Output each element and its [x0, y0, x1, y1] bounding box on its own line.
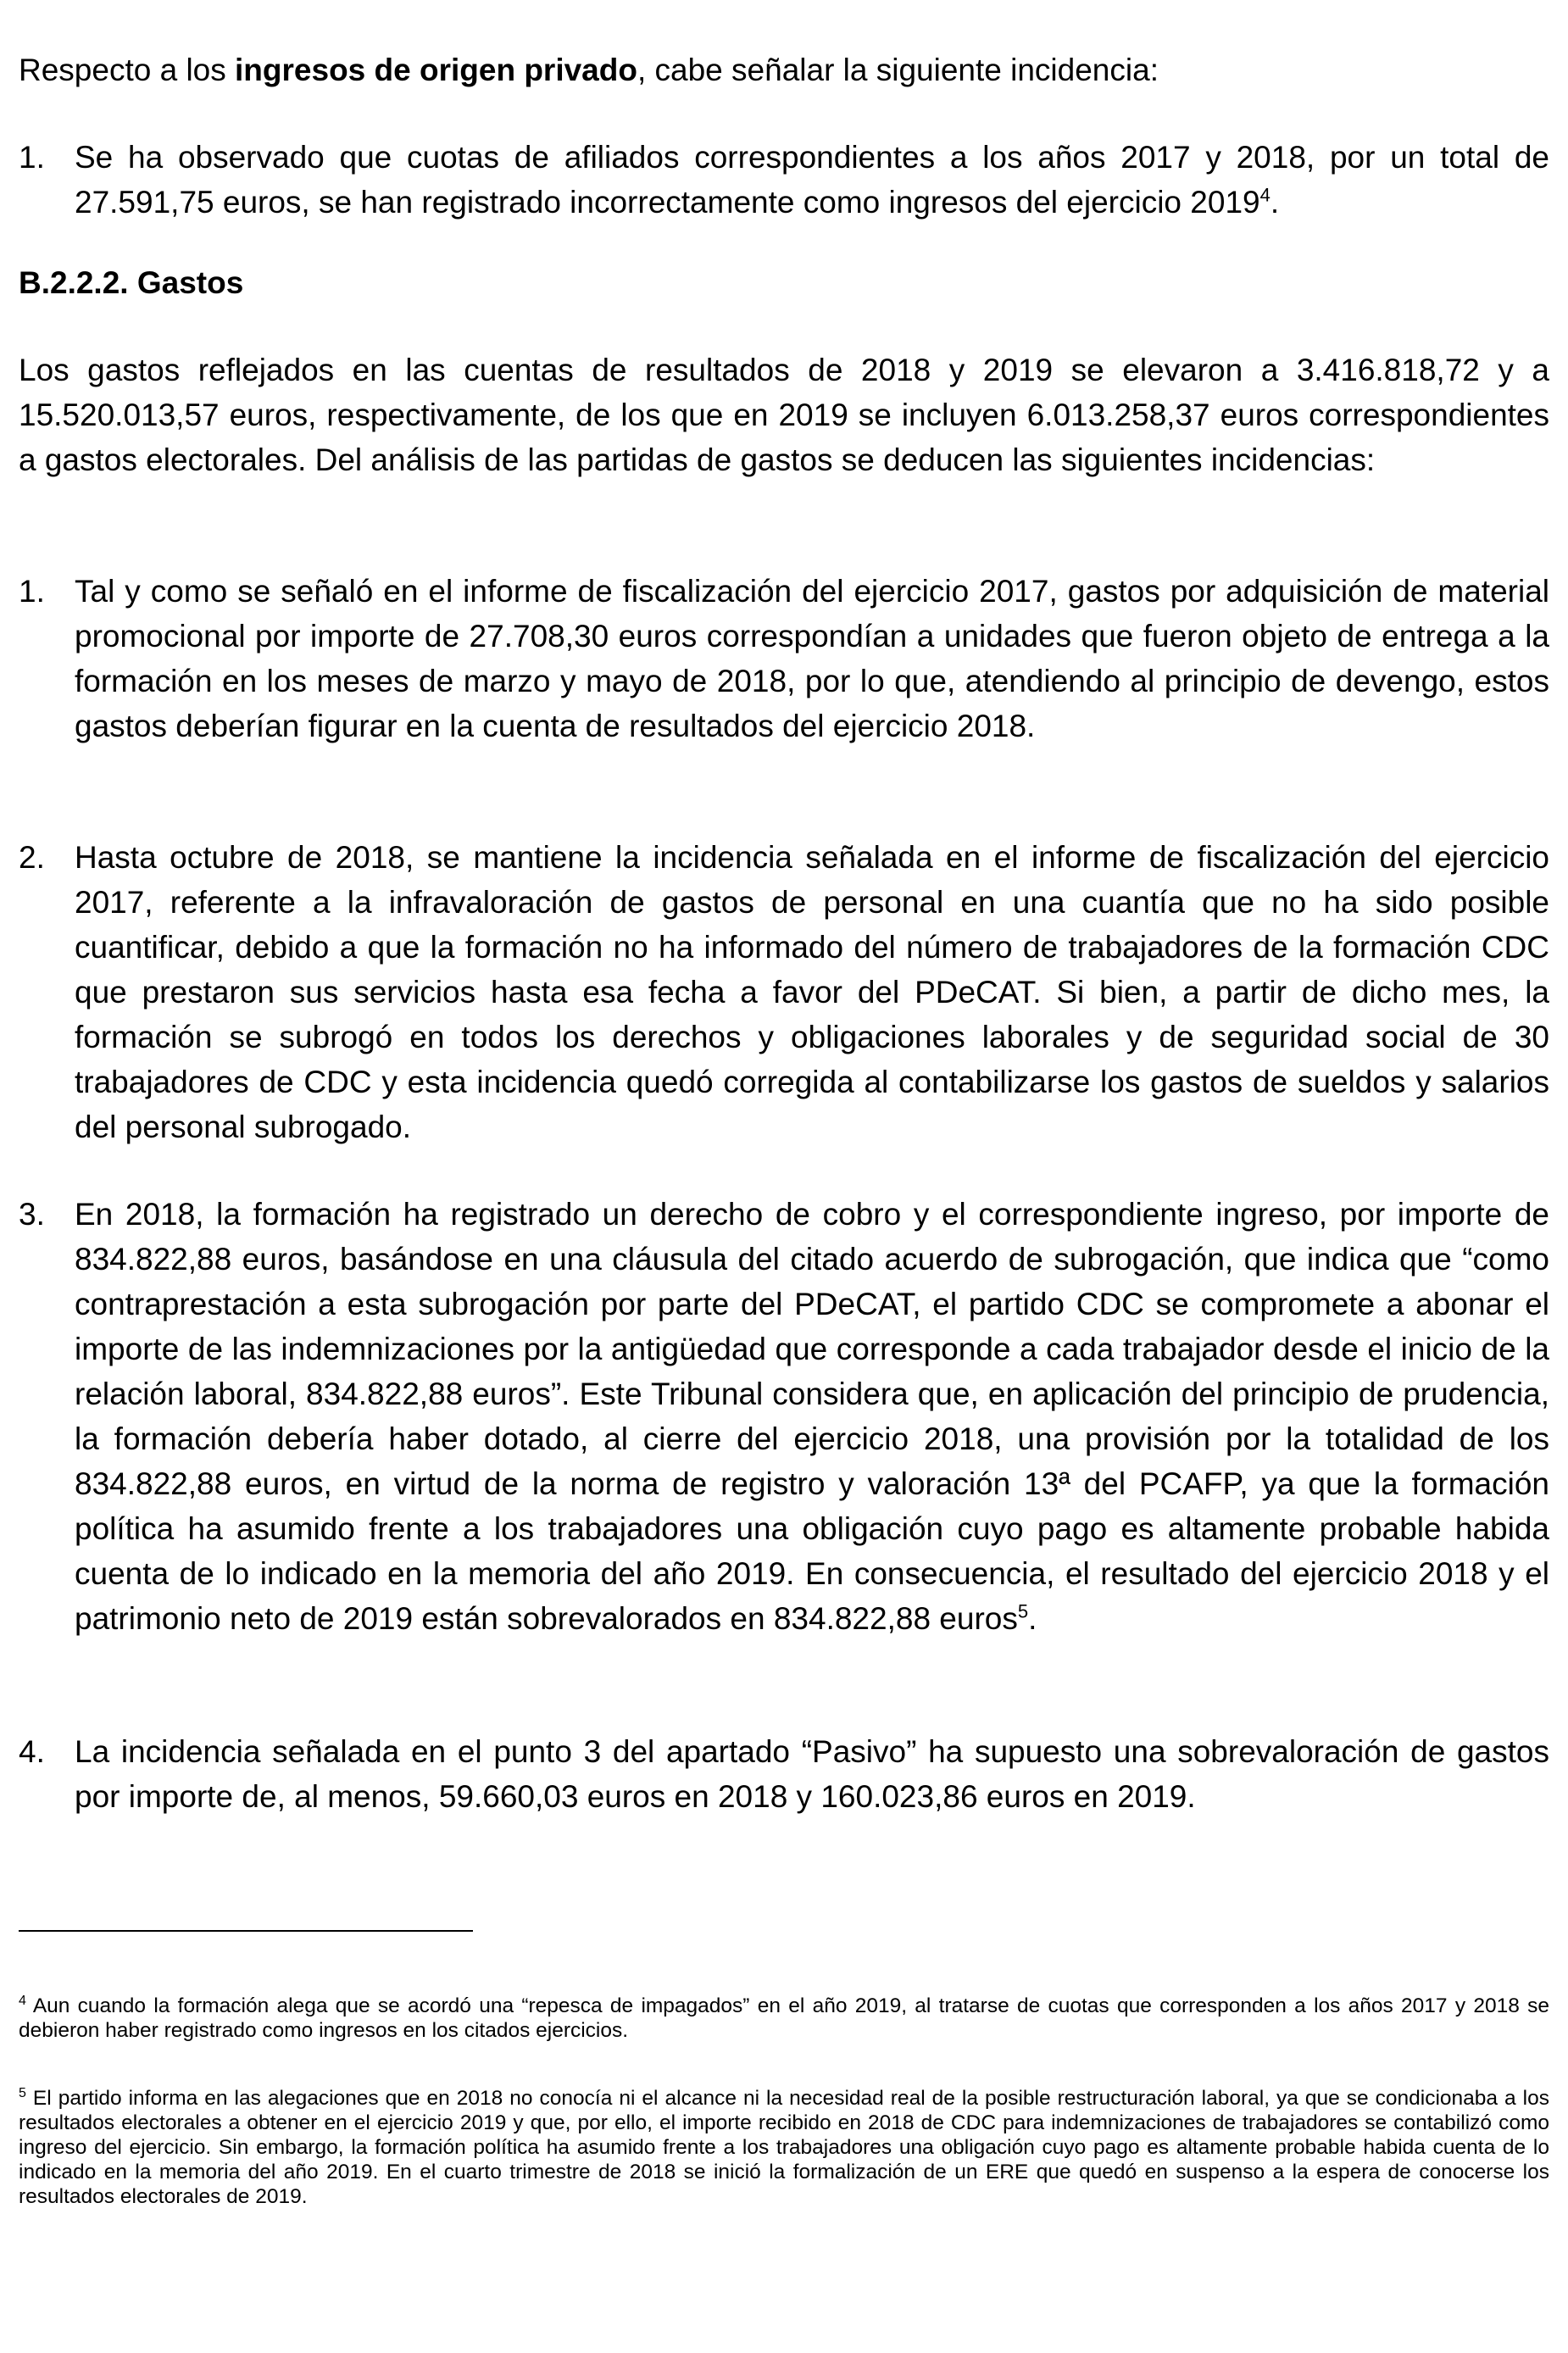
footnote-4: [19, 1994, 1549, 2043]
list-item-number: 3.: [19, 1197, 45, 1232]
list-item-number: 2.: [19, 840, 45, 875]
list-item-text: En 2018, la formación ha registrado un derecho de cobro y el correspondiente ingreso, por importe de 834.822,88 euros, basándose en una cláusula del citado acuerdo de subrogación, que indica que “como contraprestación a esta subrogación por parte del PDeCAT, el partido CDC se compromete a abonar el importe de las indemnizaciones por la antigüedad que corresponde a cada trabajador desde el inicio de la relación laboral, 834.822,88 euros”. Este Tribunal considera que, en aplicación del principio de prudencia, la formación debería haber dotado, al cierre del ejercicio 2018, una provisión por la totalidad de los 834.822,88 euros, en virtud de la norma de registro y valoración 13ª del PCAFP, ya que la formación política ha asumido frente a los trabajadores una obligación cuyo pago es altamente probable habida cuenta de lo indicado en la memoria del año 2019. En consecuencia, el resultado del ejercicio 2018 y el patrimonio neto de 2019 están sobrevalorados en 834.822,88 euros$^5$.: [75, 1197, 1549, 1636]
intro-text-before: Respecto a los: [19, 53, 236, 87]
list-item-number: 4.: [19, 1734, 45, 1769]
footnote-ref-5[interactable]: 5: [1017, 1600, 1029, 1622]
intro-text-after: , cabe señalar la siguiente incidencia:: [637, 53, 1159, 87]
private-income-item-1: [19, 135, 1549, 225]
footnote-ref-4[interactable]: 4: [1259, 184, 1271, 206]
footnote-5: [19, 2086, 1549, 2209]
list-item-number: 1.: [19, 574, 45, 609]
expense-item-1: [19, 569, 1549, 748]
document-page: [19, 0, 1549, 2353]
list-item-text: Hasta octubre de 2018, se mantiene la incidencia señalada en el informe de fiscalización del ejercicio 2017, referente a la infravaloración de gastos de personal en una cuantía que no ha sido posible cuantificar, debido a que la formación no ha informado del número de trabajadores de la formación CDC que prestaron sus servicios hasta esa fecha a favor del PDeCAT. Si bien, a partir de dicho mes, la formación se subrogó en todos los derechos y obligaciones laborales y de seguridad social de 30 trabajadores de CDC y esta incidencia quedó corregida al contabilizarse los gastos de sueldos y salarios del personal subrogado.: [75, 840, 1549, 1144]
footnote-number: 4: [19, 1993, 26, 2008]
intro-bold-text: ingresos de origen privado: [235, 53, 637, 87]
footnote-divider: [19, 1930, 473, 1932]
list-item-text: Tal y como se señaló en el informe de fiscalización del ejercicio 2017, gastos por adquisición de material promocional por importe de 27.708,30 euros correspondían a unidades que fueron objeto de entrega a la formación en los meses de marzo y mayo de 2018, por lo que, atendiendo al principio de devengo, estos gastos deberían figurar en la cuenta de resultados del ejercicio 2018.: [75, 574, 1549, 743]
footnote-number: 5: [19, 2085, 26, 2100]
gastos-paragraph: Los gastos reflejados en las cuentas de resultados de 2018 y 2019 se elevaron a 3.416.818,72 y a 15.520.013,57 euros, respectivamente, de los que en 2019 se incluyen 6.013.258,37 euros correspondientes a gastos electorales. Del análisis de las partidas de gastos se deducen las siguientes incidencias:: [19, 353, 1549, 477]
intro-paragraph: [19, 47, 1549, 92]
list-item-text: La incidencia señalada en el punto 3 del apartado “Pasivo” ha supuesto una sobrevaloración de gastos por importe de, al menos, 59.660,03 euros en 2018 y 160.023,86 euros en 2019.: [75, 1734, 1549, 1814]
list-item-number: 1.: [19, 140, 45, 175]
expense-item-3: [19, 1192, 1549, 1641]
footnote-text: El partido informa en las alegaciones que en 2018 no conocía ni el alcance ni la necesidad real de la posible restructuración laboral, ya que se condicionaba a los resultados electorales a obtener en el ejercicio 2019 y que, por ello, el importe recibido en 2018 de CDC para indemnizaciones de trabajadores se contabilizó como ingreso del ejercicio. Sin embargo, la formación política ha asumido frente a los trabajadores una obligación cuyo pago es altamente probable habida cuenta de lo indicado en la memoria del año 2019. En el cuarto trimestre de 2018 se inició la formalización de un ERE que quedó en suspenso a la espera de conocerse los resultados electorales de 2019.: [19, 2087, 1549, 2208]
section-heading: B.2.2.2. Gastos: [19, 265, 244, 300]
expense-item-2: [19, 835, 1549, 1149]
footnote-text: Aun cuando la formación alega que se acordó una “repesca de impagados” en el año 2019, al tratarse de cuotas que corresponden a los años 2017 y 2018 se debieron haber registrado como ingresos en los citados ejercicios.: [19, 1994, 1549, 2042]
list-item-text: Se ha observado que cuotas de afiliados correspondientes a los años 2017 y 2018, por un total de 27.591,75 euros, se han registrado incorrectamente como ingresos del ejercicio 2019$^4$.: [75, 140, 1549, 220]
expense-item-4: [19, 1729, 1549, 1819]
